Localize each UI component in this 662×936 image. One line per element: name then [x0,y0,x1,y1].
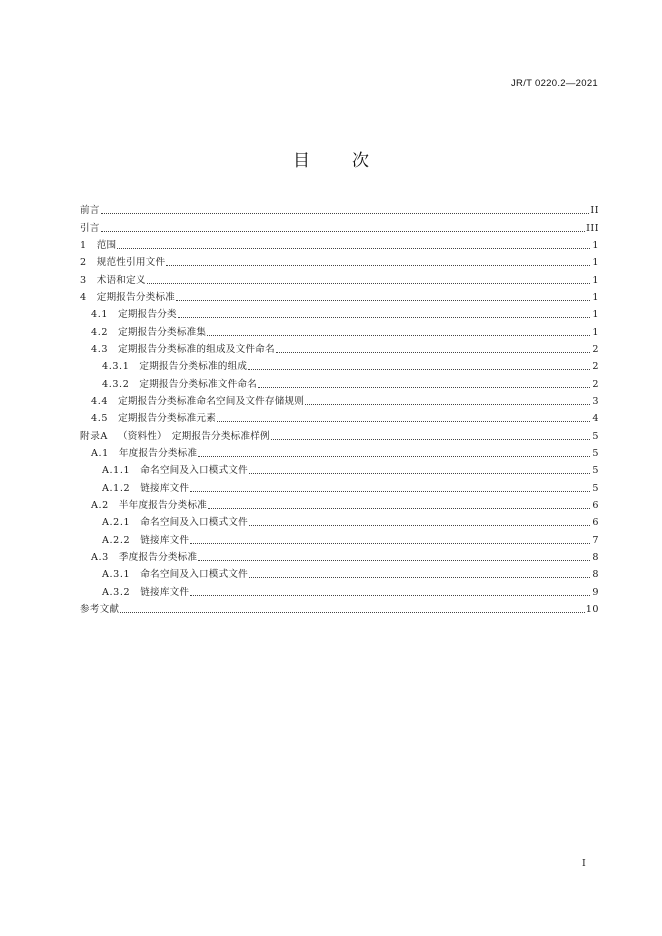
toc-dot-leader [258,387,590,388]
toc-entry[interactable] [80,495,599,512]
toc-dot-leader [101,213,590,214]
toc-entry-number: A.1.2 [102,482,131,494]
toc-entry-number: A.2.2 [102,534,131,546]
toc-entry-number: 2 [80,257,87,269]
toc-entry-page: 1 [592,239,599,251]
toc-entry-number: 4.2 [91,326,109,338]
toc-entry-page: 5 [592,482,599,494]
toc-entry-page: 6 [592,499,599,511]
toc-entry-number: 1 [80,239,87,251]
toc-entry-title: 定期报告分类标准 [96,291,176,303]
toc-entry[interactable] [80,512,599,529]
toc-entry[interactable] [80,373,599,390]
toc-dot-leader [217,421,590,422]
toc-dot-leader [276,352,590,353]
toc-entry[interactable] [80,477,599,494]
toc-entry-title: 定期报告分类标准的组成 [139,361,248,373]
toc-entry[interactable] [80,339,599,356]
toc-dot-leader [166,265,590,266]
toc-entry[interactable] [80,391,599,408]
toc-entry-title: 前言 [80,205,100,217]
toc-entry[interactable] [80,564,599,581]
toc-entry-title: 命名空间及入口模式文件 [140,517,248,529]
toc-entry[interactable] [80,547,599,564]
toc-dot-leader [190,491,590,492]
toc-entry-page: 8 [592,569,599,581]
toc-entry-number: A.2.1 [102,517,131,529]
toc-dot-leader [198,560,590,561]
toc-entry-page: 5 [592,447,599,459]
toc-dot-leader [305,404,590,405]
toc-entry-title: 半年度报告分类标准 [118,499,208,511]
toc-entry-title: 命名空间及入口模式文件 [140,569,248,581]
toc-entry-title: （资料性） 定期报告分类标准样例 [117,430,270,442]
toc-entry-page: 2 [592,378,599,390]
toc-entry-title: 定期报告分类标准集 [118,326,207,338]
toc-entry[interactable] [80,408,599,425]
toc-entry-page: 1 [592,257,599,269]
toc-entry[interactable] [80,304,599,321]
toc-entry-title: 命名空间及入口模式文件 [140,465,248,477]
toc-entry[interactable] [80,529,599,546]
toc-entry-page: 1 [592,309,599,321]
toc-entry-page: II [590,205,599,217]
toc-entry-title: 定期报告分类标准文件命名 [139,378,257,390]
toc-entry-number: 4 [80,291,87,303]
toc-entry[interactable] [80,200,599,217]
toc-entry[interactable] [80,287,599,304]
toc-dot-leader [120,612,585,613]
toc-entry[interactable] [80,321,599,338]
toc-entry-page: III [586,222,599,234]
toc-entry[interactable] [80,581,599,598]
toc-dot-leader [249,577,590,578]
toc-entry-page: 3 [592,395,599,407]
toc-entry-page: 8 [592,551,599,563]
toc-entry-page: 2 [592,343,599,355]
toc-entry-title: 季度报告分类标准 [118,551,198,563]
toc-dot-leader [198,456,590,457]
toc-dot-leader [147,283,590,284]
toc-entry-page: 1 [592,291,599,303]
toc-entry-page: 6 [592,517,599,529]
toc-dot-leader [248,369,590,370]
toc-entry[interactable] [80,599,599,616]
toc-entry-page: 7 [592,534,599,546]
toc-entry-title: 年度报告分类标准 [118,447,198,459]
toc-entry-title: 定期报告分类标准命名空间及文件存储规则 [118,395,305,407]
toc-dot-leader [190,543,590,544]
table-of-contents [80,200,599,616]
toc-entry-title: 规范性引用文件 [96,257,166,269]
toc-entry-title: 范围 [96,239,117,251]
toc-heading [0,146,662,171]
toc-entry[interactable] [80,443,599,460]
page-number: I [582,858,586,869]
toc-entry-page: 1 [592,274,599,286]
document-code: JR/T 0220.2—2021 [510,78,598,89]
toc-entry[interactable] [80,217,599,234]
toc-entry-page: 2 [592,361,599,373]
toc-dot-leader [176,300,590,301]
toc-entry-number: 附录A [80,430,108,442]
toc-entry[interactable] [80,252,599,269]
toc-heading-char-2: 次 [352,151,369,171]
toc-entry-number: A.1 [91,447,109,459]
toc-dot-leader [271,439,590,440]
toc-dot-leader [207,335,590,336]
toc-entry[interactable] [80,425,599,442]
toc-dot-leader [190,595,590,596]
toc-entry-page: 5 [592,465,599,477]
toc-entry-number: A.3 [91,551,109,563]
toc-dot-leader [101,231,586,232]
toc-entry-title: 定期报告分类标准的组成及文件命名 [118,343,275,355]
toc-dot-leader [117,248,590,249]
toc-entry-number: 4.3.1 [102,361,130,373]
toc-entry-number: 4.3.2 [102,378,130,390]
toc-entry[interactable] [80,356,599,373]
toc-heading-char-1: 目 [293,151,310,171]
toc-entry-number: A.1.1 [102,465,131,477]
toc-entry-page: 5 [592,430,599,442]
toc-entry-title: 参考文献 [80,603,120,615]
toc-entry-number: 4.4 [91,395,109,407]
toc-entry-number: 3 [80,274,87,286]
toc-entry-page: 9 [592,586,599,598]
toc-entry[interactable] [80,269,599,286]
toc-entry-title: 链接库文件 [140,482,190,494]
toc-entry[interactable] [80,235,599,252]
toc-entry-title: 术语和定义 [96,274,146,286]
toc-entry[interactable] [80,460,599,477]
toc-entry-title: 定期报告分类标准元素 [118,413,216,425]
toc-entry-number: 4.5 [91,413,109,425]
toc-dot-leader [249,473,590,474]
toc-entry-number: 4.1 [91,309,109,321]
toc-entry-page: 4 [592,413,599,425]
toc-entry-number: 4.3 [91,343,109,355]
toc-entry-page: 1 [592,326,599,338]
toc-dot-leader [208,508,590,509]
toc-entry-page: 10 [585,603,599,615]
toc-entry-title: 链接库文件 [140,586,190,598]
toc-entry-number: A.3.1 [102,569,131,581]
toc-entry-title: 定期报告分类 [118,309,177,321]
toc-dot-leader [178,317,590,318]
toc-dot-leader [249,525,590,526]
toc-entry-title: 引言 [80,222,100,234]
toc-entry-number: A.3.2 [102,586,131,598]
toc-entry-title: 链接库文件 [140,534,190,546]
toc-entry-number: A.2 [91,499,109,511]
